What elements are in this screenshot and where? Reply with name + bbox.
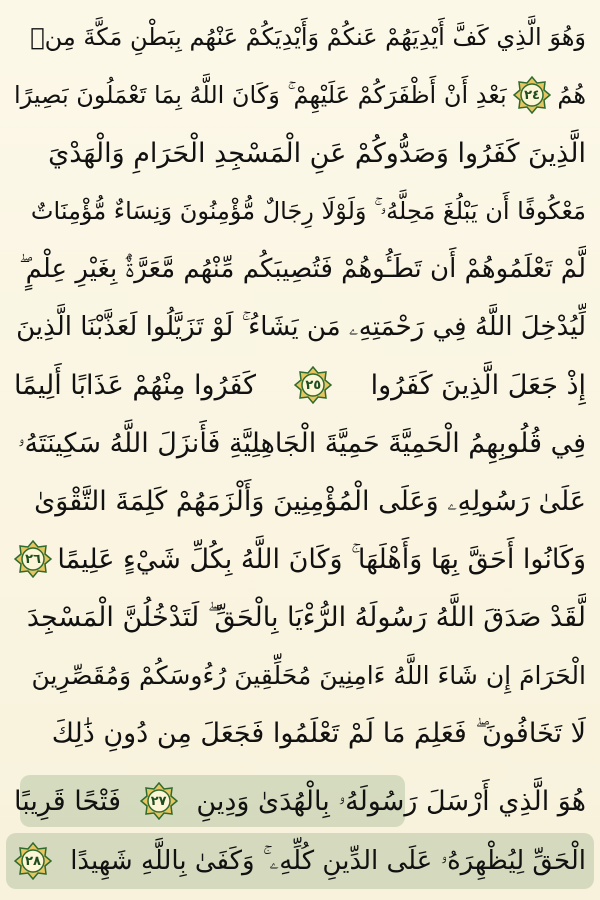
quran-line-2[interactable] (14, 66, 586, 124)
quran-line-5[interactable] (14, 240, 586, 298)
line-text: لَّمْ تَعْلَمُوهُمْ أَن تَطَـُٔوهُمْ فَتُصِيبَكُم مِّنْهُم مَّعَرَّةٌۢ بِغَيْرِ عِلْمٍ ۖ (19, 254, 586, 284)
line-text: كَفَرُوا مِنْهُمْ عَذَابًا أَلِيمًا (14, 369, 256, 401)
ayah-number-medallion-icon[interactable] (294, 366, 332, 404)
quran-line-4[interactable] (14, 182, 586, 240)
ayah-number-medallion-icon[interactable] (513, 76, 551, 114)
quran-line-9[interactable] (14, 472, 586, 530)
quran-line-12[interactable] (14, 646, 586, 704)
quran-line-3[interactable] (14, 124, 586, 182)
quran-line-11[interactable] (14, 588, 586, 646)
line-text: وَهُوَ الَّذِي كَفَّ أَيْدِيَهُمْ عَنكُمْ وَأَيْدِيَكُمْ عَنْهُم بِبَطْنِ مَكَّةَ مِنۢ (30, 23, 586, 51)
ayah-number: ٢٨ (25, 853, 41, 869)
line-text: فَتْحًا قَرِيبًا (14, 785, 121, 817)
line-text: الْحَرَامَ إِن شَاءَ اللَّهُ ءَامِنِينَ مُحَلِّقِينَ رُءُوسَكُمْ وَمُقَصِّرِينَ (31, 660, 586, 690)
quran-line-6[interactable] (14, 298, 586, 356)
ayah-number: ٢٤ (524, 87, 540, 103)
line-text: إِذْ جَعَلَ الَّذِينَ كَفَرُوا (370, 369, 586, 401)
quran-line-14[interactable] (14, 772, 586, 830)
quran-line-1[interactable] (14, 8, 586, 66)
ayah-number: ٢٧ (150, 793, 167, 809)
line-text: عَلَىٰ رَسُولِهِۦ وَعَلَى الْمُؤْمِنِينَ وَأَلْزَمَهُمْ كَلِمَةَ التَّقْوَىٰ (34, 485, 586, 517)
quran-line-15[interactable] (14, 832, 586, 890)
line-text: هُمُ (557, 81, 586, 109)
line-text: مَعْكُوفًا أَن يَبْلُغَ مَحِلَّهُۥ ۚ وَلَوْلَا رِجَالٌ مُّؤْمِنُونَ وَنِسَاءٌ مُّؤْمِنَاتٌ (30, 197, 586, 225)
line-text: الْحَقِّ لِيُظْهِرَهُۥ عَلَى الدِّينِ كُلِّهِۦ ۚ وَكَفَىٰ بِاللَّهِ شَهِيدًا (70, 846, 586, 876)
quran-line-8[interactable] (14, 414, 586, 472)
ayah-number-medallion-icon[interactable] (140, 782, 178, 820)
line-text: الَّذِينَ كَفَرُوا وَصَدُّوكُمْ عَنِ الْمَسْجِدِ الْحَرَامِ وَالْهَدْيَ (48, 137, 586, 169)
line-text: فِي قُلُوبِهِمُ الْحَمِيَّةَ حَمِيَّةَ الْجَاهِلِيَّةِ فَأَنزَلَ اللَّهُ سَكِينَتَهُۥ (17, 427, 586, 459)
quran-line-10[interactable] (14, 530, 586, 588)
line-text: لَا تَخَافُونَ ۖ فَعَلِمَ مَا لَمْ تَعْلَمُوا فَجَعَلَ مِن دُونِ ذَٰلِكَ (51, 717, 586, 749)
line-text: بَعْدِ أَنْ أَظْفَرَكُمْ عَلَيْهِمْ ۚ وَكَانَ اللَّهُ بِمَا تَعْمَلُونَ بَصِيرًا (14, 81, 507, 109)
ayah-number: ٢٦ (25, 551, 41, 567)
ayah-number: ٢٥ (305, 377, 322, 393)
line-text: لَّقَدْ صَدَقَ اللَّهُ رَسُولَهُ الرُّءْيَا بِالْحَقِّ ۖ لَتَدْخُلُنَّ الْمَسْجِدَ (26, 601, 586, 633)
ayah-number-medallion-icon[interactable] (14, 540, 52, 578)
ayah-number-medallion-icon[interactable] (14, 842, 52, 880)
line-text: وَكَانُوا أَحَقَّ بِهَا وَأَهْلَهَا ۚ وَكَانَ اللَّهُ بِكُلِّ شَيْءٍ عَلِيمًا (57, 543, 586, 575)
line-text: هُوَ الَّذِي أَرْسَلَ رَسُولَهُۥ بِالْهُدَىٰ وَدِينِ (196, 785, 586, 817)
line-text: لِّيُدْخِلَ اللَّهُ فِي رَحْمَتِهِۦ مَن يَشَاءُ ۚ لَوْ تَزَيَّلُوا لَعَذَّبْنَا الَّذِينَ (16, 312, 586, 342)
quran-line-7[interactable] (14, 356, 586, 414)
quran-line-13[interactable] (14, 704, 586, 762)
